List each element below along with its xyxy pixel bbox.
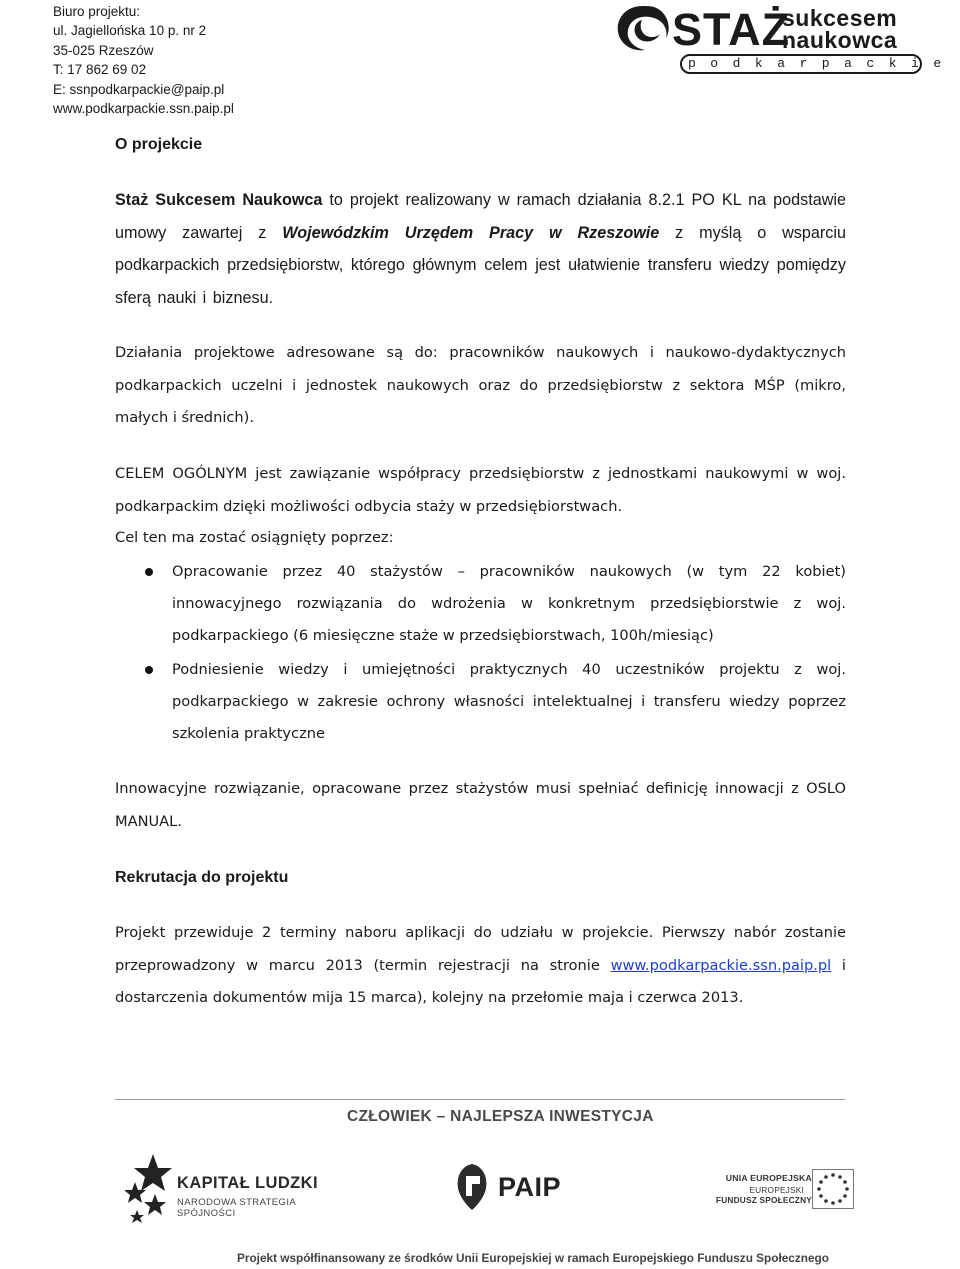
about-paragraph-1	[115, 184, 846, 314]
recruit-text-2: i dostarczenia dokumentów mija 15 marca), kolejny na przełomie maja i czerwca 2013.	[115, 956, 846, 1006]
contact-line: ul. Jagiellońska 10 p. nr 2	[53, 23, 207, 39]
contact-website: www.podkarpackie.ssn.paip.pl	[53, 101, 234, 117]
section-title-about: O projekcie	[115, 136, 203, 153]
cofinancing-note: Projekt współfinansowany ze środków Unii Europejskiej w ramach Europejskiego Funduszu Społecznego	[237, 1251, 829, 1265]
eu-line-3: FUNDUSZ SPOŁECZNY	[715, 1195, 812, 1205]
paip-text: PAIP	[498, 1172, 562, 1202]
about-paragraph-2: Działania projektowe adresowane są do: pracowników naukowych i naukowo-dydaktycznych podkarpackich uczelni i jednostek naukowych oraz do przedsiębiorstw z sektora MŚP (mikro, małych i średnich).	[115, 344, 846, 426]
eu-line-2: EUROPEJSKI	[749, 1185, 804, 1195]
goal-intro: Cel ten ma zostać osiągnięty poprzez:	[115, 529, 394, 546]
paip-emblem-icon	[450, 1160, 494, 1214]
bullet-line: szkolenia praktyczne	[172, 725, 325, 742]
logo-staz-text: STAŻ	[672, 4, 791, 55]
logo-sukcesem-text: sukcesem	[782, 5, 898, 31]
staz-sukcesem-naukowca-logo	[612, 2, 956, 74]
eu-line-1: UNIA EUROPEJSKA	[725, 1173, 812, 1183]
eu-flag-icon	[812, 1169, 854, 1209]
kapital-ludzki-logo	[125, 1152, 340, 1224]
innovation-paragraph: Innowacyjne rozwiązanie, opracowane przez stażystów musi spełniać definicję innowacji z OSLO MANUAL.	[115, 780, 846, 830]
footer-slogan: CZŁOWIEK – NAJLEPSZA INWESTYCJA	[347, 1108, 654, 1125]
swirl-logo-icon	[612, 2, 674, 58]
bullet-line: podkarpackiego w zakresie ochrony własności intelektualnej i transferu wiedzy poprzez	[172, 693, 846, 710]
contact-line: Biuro projektu:	[53, 4, 141, 19]
about-text-1: to projekt realizowany w ramach działania 8.2.1 PO KL na podstawie umowy zawartej z	[115, 191, 846, 242]
institution-name: Wojewódzkim Urzędem Pracy w Rzeszowie	[282, 223, 660, 242]
kapital-ludzki-stars-icon	[125, 1152, 175, 1224]
section-title-recruitment: Rekrutacja do projektu	[115, 869, 289, 886]
contact-line: T: 17 862 69 02	[53, 62, 147, 78]
bullet-line: innowacyjnego rozwiązania do wdrożenia w konkretnym przedsiębiorstwie z woj.	[172, 595, 846, 612]
bullet-item-1	[172, 556, 846, 652]
registration-link[interactable]: www.podkarpackie.ssn.paip.pl	[610, 956, 832, 974]
recruit-text-1: Projekt przewiduje 2 terminy naboru aplikacji do udziału w projekcie. Pierwszy nabór zostanie przeprowadzony w marcu 2013 (termin rejestracji na stronie	[115, 924, 846, 974]
paip-logo	[450, 1160, 570, 1216]
bullet-line: Opracowanie przez 40 stażystów – pracowników naukowych (w tym 22 kobiet)	[172, 563, 846, 580]
kapital-ludzki-subtitle: NARODOWA STRATEGIA SPÓJNOŚCI	[177, 1197, 296, 1219]
contact-email: E: ssnpodkarpackie@paip.pl	[53, 81, 225, 97]
kapital-ludzki-title: KAPITAŁ LUDZKI	[177, 1174, 318, 1192]
bullet-line: Podniesienie wiedzy i umiejętności praktycznych 40 uczestników projektu z woj.	[172, 661, 846, 678]
logo-naukowca-text: naukowca	[782, 27, 898, 53]
bullet-icon	[145, 568, 153, 576]
contact-block	[53, 2, 234, 118]
logo-podkarpackie-band: podkarpackie	[680, 54, 922, 74]
about-text-2: z myślą o wsparciu podkarpackich przedsiębiorstw, którego głównym celem jest ułatwienie transferu wiedzy pomiędzy sferą nauki i biznesu.	[115, 223, 846, 307]
contact-line: 35-025 Rzeszów	[53, 42, 154, 58]
bullet-item-2	[172, 654, 846, 750]
footer-divider	[115, 1099, 845, 1100]
goal-paragraph: CELEM OGÓLNYM jest zawiązanie współpracy przedsiębiorstw z jednostkami naukowymi w woj. podkarpackim dzięki możliwości odbycia staży w przedsiębiorstwach.	[115, 465, 846, 515]
eu-logo	[704, 1168, 864, 1212]
bullet-line: podkarpackiego (6 miesięczne staże w przedsiębiorstwach, 100h/miesiąc)	[172, 627, 714, 644]
bullet-icon	[145, 666, 153, 674]
recruitment-paragraph	[115, 917, 846, 1015]
project-name: Staż Sukcesem Naukowca	[115, 191, 323, 209]
